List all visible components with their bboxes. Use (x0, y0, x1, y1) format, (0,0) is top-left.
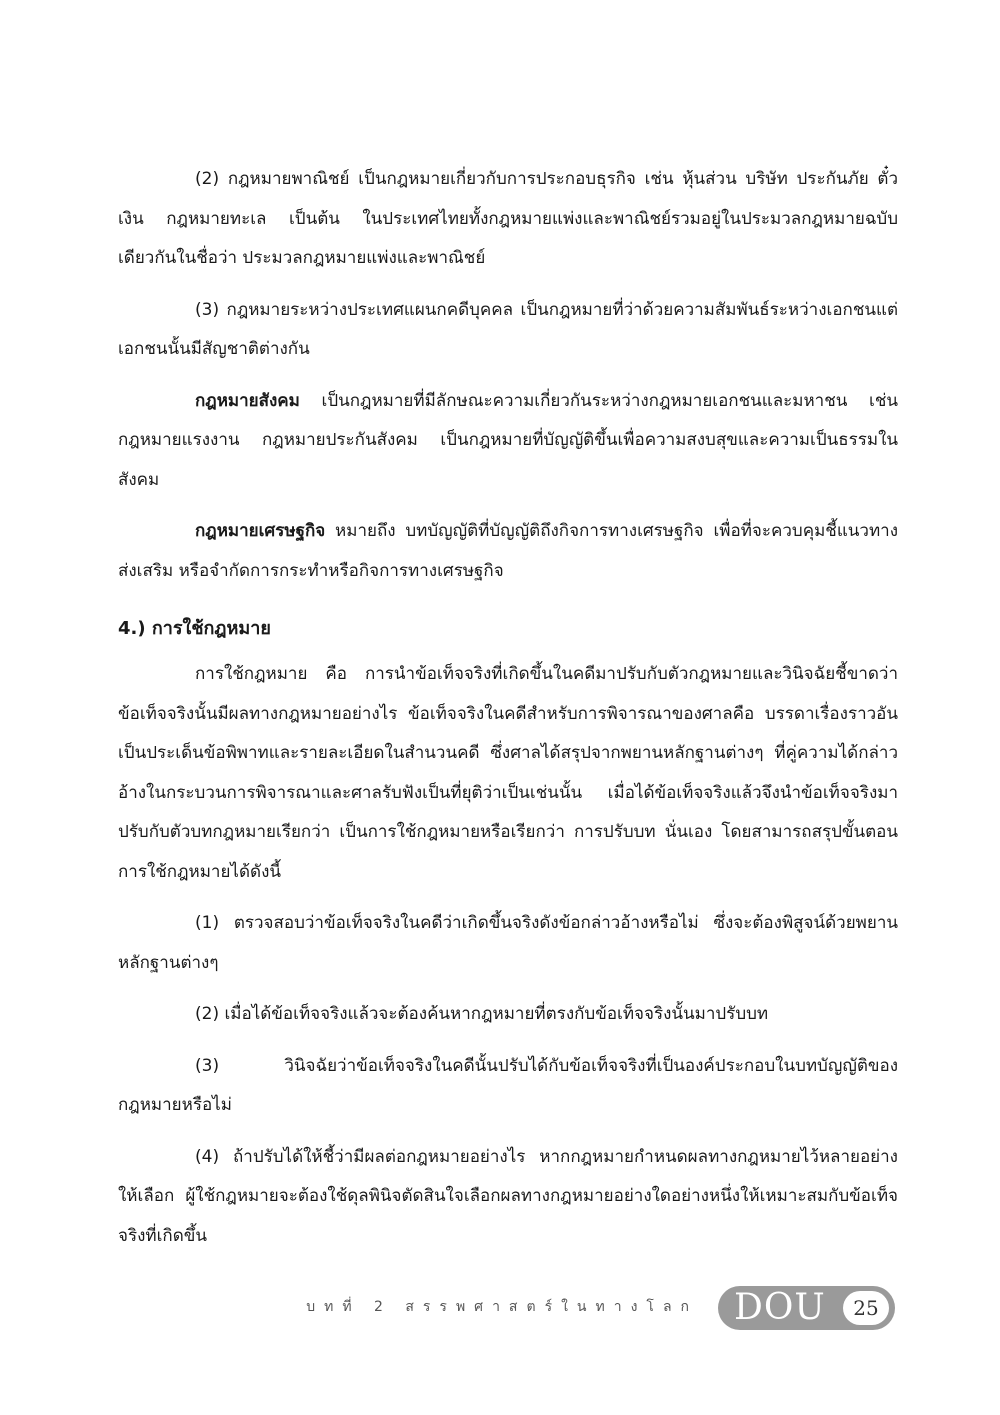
term-economic-law: กฎหมายเศรษฐกิจ (195, 521, 326, 541)
logo-text: DOU (734, 1287, 826, 1328)
step-item: (1) ตรวจสอบว่าข้อเท็จจริงในคดีว่าเกิดขึ้นจริงดังข้อกล่าวอ้างหรือไม่ ซึ่งจะต้องพิสูจน์ด้วยพยานหลักฐานต่างๆ (118, 913, 898, 973)
page-footer (0, 1284, 1000, 1332)
term-social-law: กฎหมายสังคม (195, 390, 300, 411)
section-intro: การใช้กฎหมาย คือ การนำข้อเท็จจริงที่เกิดขึ้นในคดีมาปรับกับตัวกฎหมายและวินิจฉัยชี้ขาดว่า ข้อเท็จจริงนั้นมีผลทางกฎหมายอย่างไร ข้อเท็จจริงในคดีสำหรับการพิจารณาของศาลคือ บรรดาเรื่องราวอันเป็นประเด็นข้อพิพาทและรายละเอียดในสำนวนคดี ซึ่งศาลได้สรุปจากพยานหลักฐานต่างๆ ที่คู่ความได้กล่าวอ้างในกระบวนการพิจารณาและศาลรับฟังเป็นที่ยุติว่าเป็นเช่นนั้น เมื่อได้ข้อเท็จจริงแล้วจึงนำข้อเท็จจริงมาปรับกับตัวบทกฎหมายเรียกว่า เป็นการใช้กฎหมายหรือเรียกว่า การปรับบท นั่นเอง โดยสามารถสรุปขั้นตอนการใช้กฎหมายได้ดังนี้ (118, 664, 898, 882)
definition-social-law: เป็นกฎหมายที่มีลักษณะความเกี่ยวกันระหว่างกฎหมายเอกชนและมหาชน เช่น กฎหมายแรงงาน กฎหมายประกันสังคม เป็นกฎหมายที่บัญญัติขึ้นเพื่อความสงบสุขและความเป็นธรรมในสังคม (118, 390, 898, 490)
section-heading: 4.) การใช้กฎหมาย (118, 618, 271, 639)
dou-logo (718, 1286, 895, 1330)
paragraph-social-law (118, 382, 898, 501)
chapter-title: บทที่ 2 สรรพศาสตร์ในทางโลก (306, 1299, 698, 1315)
paragraph-economic-law (118, 512, 898, 591)
step-item: (3) วินิจฉัยว่าข้อเท็จจริงในคดีนั้นปรับได้กับข้อเท็จจริงที่เป็นองค์ประกอบในบทบัญญัติของกฎหมายหรือไม่ (118, 1055, 898, 1115)
step-item: (4) ถ้าปรับได้ให้ชี้ว่ามีผลต่อกฎหมายอย่างไร หากกฎหมายกำหนดผลทางกฎหมายไว้หลายอย่างให้เลือก ผู้ใช้กฎหมายจะต้องใช้ดุลพินิจตัดสินใจเลือกผลทางกฎหมายอย่างใดอย่างหนึ่งให้เหมาะสมกับข้อเท็จจริงที่เกิดขึ้น (118, 1146, 898, 1246)
page-number: 25 (843, 1291, 889, 1325)
paragraph-commercial-law: (2) กฎหมายพาณิชย์ เป็นกฎหมายเกี่ยวกับการประกอบธุรกิจ เช่น หุ้นส่วน บริษัท ประกันภัย ตั๋วเงิน กฎหมายทะเล เป็นต้น ในประเทศไทยทั้งกฎหมายแพ่งและพาณิชย์รวมอยู่ในประมวลกฎหมายฉบับเดียวกันในชื่อว่า ประมวลกฎหมายแพ่งและพาณิชย์ (118, 169, 898, 268)
page-body (118, 160, 898, 1268)
paragraph-private-international-law: (3) กฎหมายระหว่างประเทศแผนกคดีบุคคล เป็นกฎหมายที่ว่าด้วยความสัมพันธ์ระหว่างเอกชนแต่เอกชนนั้นมีสัญชาติต่างกัน (118, 299, 898, 359)
definition-economic-law: หมายถึง บทบัญญัติที่บัญญัติถึงกิจการทางเศรษฐกิจ เพื่อที่จะควบคุมชี้แนวทาง ส่งเสริม หรือจำกัดการกระทำหรือกิจการทางเศรษฐกิจ (118, 521, 898, 581)
step-item: (2) เมื่อได้ข้อเท็จจริงแล้วจะต้องค้นหากฎหมายที่ตรงกับข้อเท็จจริงนั้นมาปรับบท (195, 1004, 769, 1024)
